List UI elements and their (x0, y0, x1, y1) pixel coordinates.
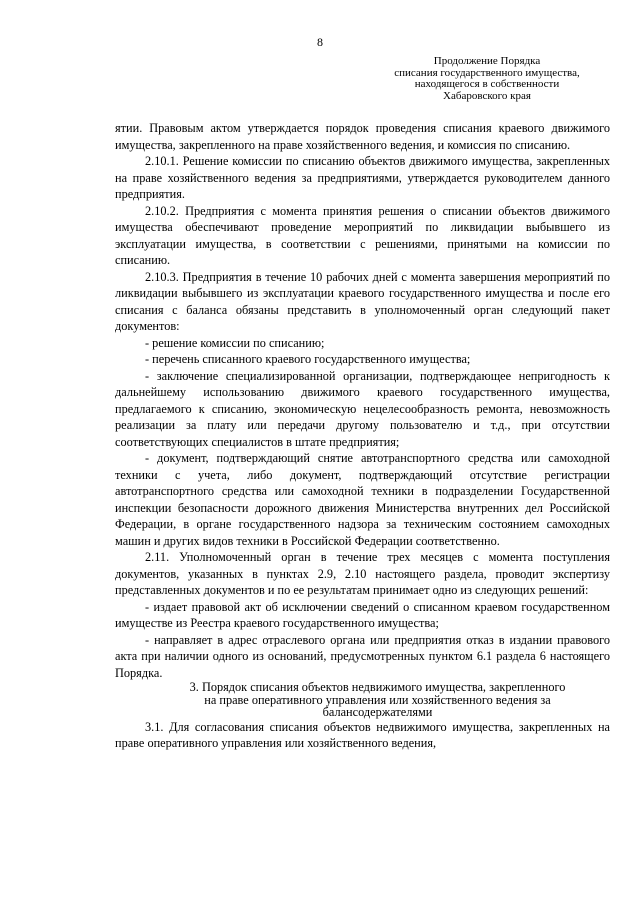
paragraph: 2.10.3. Предприятия в течение 10 рабочих дней с момента завершения мероприятий по ликвидации выбывшего из эксплуатации краевого государственного имущества и после его списания с баланса обязаны представить в уполномоченный орган следующий пакет документов: (115, 269, 610, 333)
paragraph: 2.11. Уполномоченный орган в течение трех месяцев с момента поступления документов, указанных в пунктах 2.9, 2.10 настоящего раздела, проводит экспертизу представленных документов и по ее результатам принимает одно из следующих решений: (115, 550, 610, 597)
document-header (392, 56, 582, 102)
section-heading (115, 681, 610, 719)
paragraph: 2.10.2. Предприятия с момента принятия решения о списании объектов движимого имущества обеспечивают проведение мероприятий по ликвидации выбывшего из эксплуатации имущества, в соответствии с решениями, принятыми на комиссии по списанию. (115, 203, 610, 267)
list-item: - издает правовой акт об исключении сведений о списанном краевом государственном имуществе из Реестра краевого государственного имущества; (115, 599, 610, 630)
list-item: - перечень списанного краевого государственного имущества; (145, 352, 471, 366)
document-body (115, 120, 610, 752)
paragraph: 2.10.1. Решение комиссии по списанию объектов движимого имущества, закрепленных на праве хозяйственного ведения за предприятиями, утверждается руководителем данного предприятия. (115, 154, 610, 201)
page-number: 8 (317, 35, 323, 49)
section-heading-line: на праве оперативного управления или хозяйственного ведения за балансодержателями (204, 692, 551, 719)
header-line: Продолжение Порядка (433, 55, 541, 67)
header-line: Хабаровского края (443, 89, 531, 102)
section-heading-line: 3. Порядок списания объектов недвижимого имущества, закрепленного (189, 680, 566, 694)
list-item: - решение комиссии по списанию; (145, 335, 325, 350)
list-item: - заключение специализированной организации, подтверждающее непригодность к дальнейшему использованию движимого краевого государственного имущества, предлагаемого к списанию, экономическую нецелесообразность ремонта, невозможность реализации за плату или передачи другому пользователю и т.д., при отсутствии соответствующих специалистов в штате предприятия; (115, 368, 610, 449)
paragraph: ятии. Правовым актом утверждается порядок проведения списания краевого движимого имущества, закрепленного на праве хозяйственного ведения, и комиссия по списанию. (115, 121, 610, 152)
paragraph: 3.1. Для согласования списания объектов недвижимого имущества, закрепленных на праве оперативного управления или хозяйственного ведения, (115, 719, 610, 750)
header-line: находящегося в собственности (414, 78, 560, 90)
list-item: - документ, подтверждающий снятие автотранспортного средства или самоходной техники с учета, либо документ, подтверждающий отсутствие регистрации автотранспортного средства или самоходной техники в подразделении Государственной инспекции безопасности дорожного движения Министерства внутренних дел Российской Федерации, в органе государственного надзора за техническим состоянием самоходных машин и других видов техники в Российской Федерации соответственно. (115, 451, 610, 548)
list-item: - направляет в адрес отраслевого органа или предприятия отказ в издании правового акта при наличии одного из оснований, предусмотренных пунктом 6.1 раздела 6 настоящего Порядка. (115, 632, 610, 680)
header-line: списания государственного имущества, (394, 66, 580, 79)
